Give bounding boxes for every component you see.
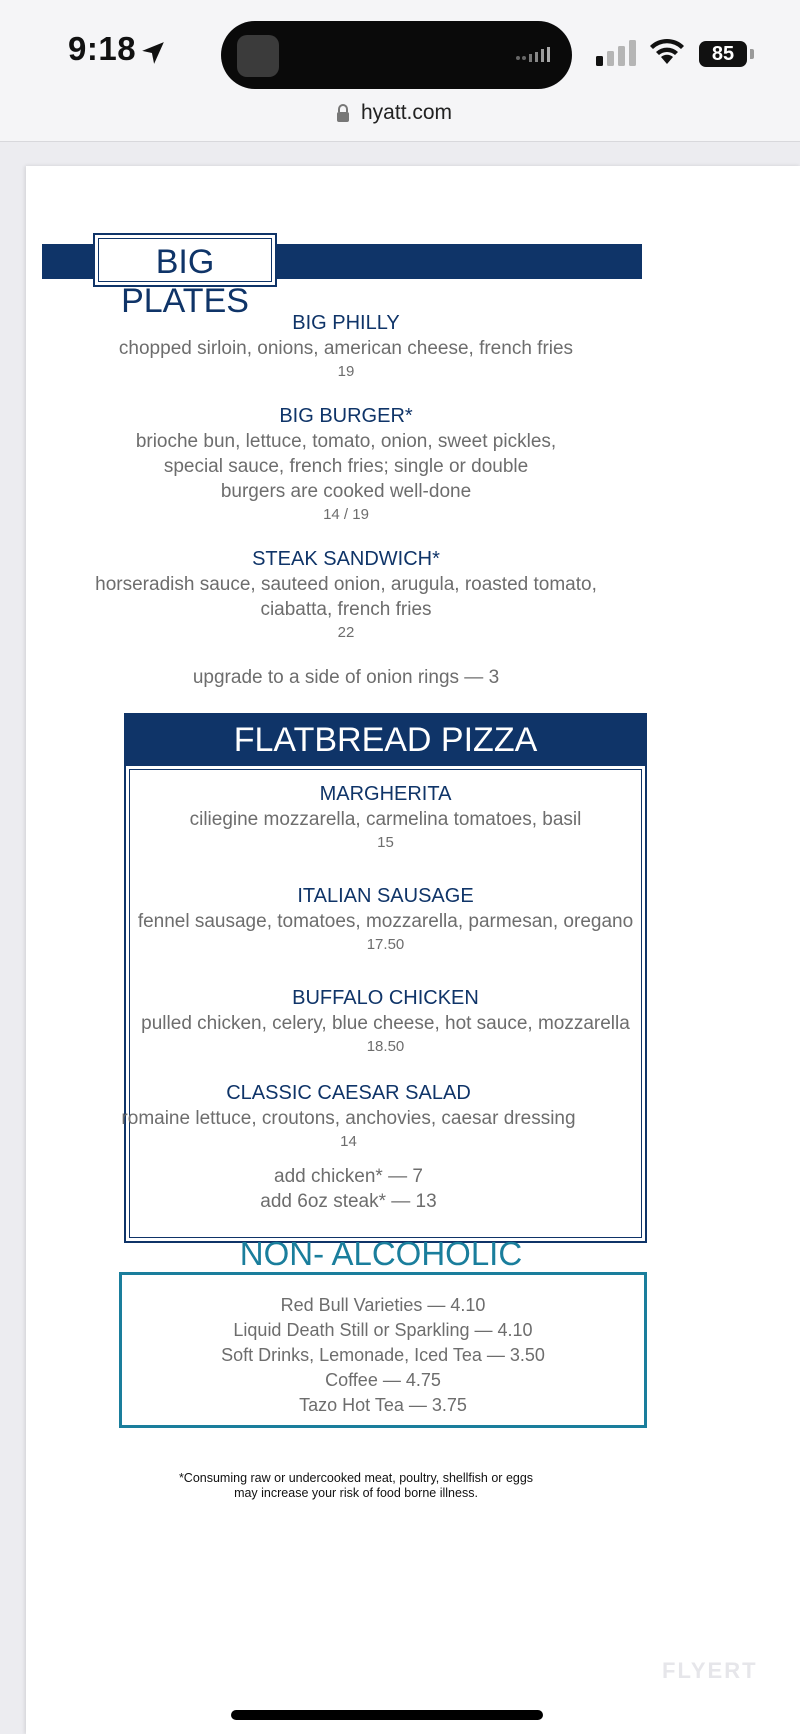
dynamic-island <box>221 21 572 89</box>
item-price: 19 <box>337 363 355 380</box>
item-desc-line: horseradish sauce, sauteed onion, arugula, roasted tomato, <box>95 574 597 595</box>
menu-item-italian-sausage <box>124 885 647 953</box>
big-plates-title-box <box>93 233 277 320</box>
drink-item: Soft Drinks, Lemonade, Iced Tea — 3.50 <box>221 1345 545 1365</box>
battery-level: 85 <box>711 43 735 65</box>
url-bar[interactable] <box>361 101 452 125</box>
drink-item: Liquid Death Still or Sparkling — 4.10 <box>233 1320 533 1340</box>
camera-indicator <box>237 35 279 77</box>
item-desc: fennel sausage, tomatoes, mozzarella, parmesan, oregano <box>137 911 634 932</box>
item-name: ITALIAN SAUSAGE <box>297 885 474 907</box>
item-name: BUFFALO CHICKEN <box>292 987 479 1009</box>
battery-tip <box>750 49 754 59</box>
location-arrow-icon <box>140 40 166 66</box>
item-price: 18.50 <box>366 1038 405 1055</box>
item-price: 15 <box>377 834 394 851</box>
footnote-line: may increase your risk of food borne illness. <box>234 1486 478 1500</box>
drink-item: Tazo Hot Tea — 3.75 <box>299 1395 467 1415</box>
status-bar <box>0 0 800 142</box>
salad-addons <box>86 1164 611 1214</box>
wifi-icon <box>648 36 686 66</box>
item-desc: romaine lettuce, croutons, anchovies, caesar dressing <box>121 1108 576 1129</box>
footnote-line: *Consuming raw or undercooked meat, poultry, shellfish or eggs <box>178 1471 534 1485</box>
item-name: MARGHERITA <box>319 783 452 805</box>
audio-indicator-icon <box>515 46 559 64</box>
non-alcoholic-title: NON- ALCOHOLIC <box>239 1235 523 1272</box>
lock-icon <box>336 104 350 122</box>
status-time: 9:18 <box>68 30 137 67</box>
addon-steak: add 6oz steak* — 13 <box>260 1191 437 1212</box>
item-desc: ciliegine mozzarella, carmelina tomatoes, basil <box>189 809 582 830</box>
menu-page <box>26 166 800 1734</box>
item-desc: chopped sirloin, onions, american cheese, french fries <box>118 338 574 359</box>
item-name: BIG BURGER* <box>279 405 413 427</box>
item-desc-line: burgers are cooked well-done <box>220 481 472 502</box>
menu-item-steak-sandwich <box>56 548 636 641</box>
item-price: 22 <box>337 624 355 641</box>
item-desc-line: brioche bun, lettuce, tomato, onion, sweet pickles, <box>135 431 557 452</box>
cellular-signal-icon <box>596 40 638 66</box>
battery-icon <box>699 41 747 67</box>
addon-chicken: add chicken* — 7 <box>274 1166 423 1187</box>
food-safety-footnote <box>86 1471 626 1501</box>
flatbread-pizza-title: FLATBREAD PIZZA <box>233 721 538 759</box>
item-price: 17.50 <box>366 936 405 953</box>
url-text: hyatt.com <box>361 101 453 124</box>
item-desc-line: special sauce, french fries; single or double <box>163 456 529 477</box>
item-name: BIG PHILLY <box>292 312 400 334</box>
big-plates-title: BIG PLATES <box>121 243 249 320</box>
non-alcoholic-box <box>119 1272 647 1428</box>
flatbread-pizza-banner <box>124 713 647 765</box>
item-price: 14 / 19 <box>323 506 369 523</box>
item-desc-line: ciabatta, french fries <box>260 599 432 620</box>
item-price: 14 <box>340 1133 357 1150</box>
onion-rings-upgrade: upgrade to a side of onion rings — 3 <box>192 667 500 688</box>
item-name: STEAK SANDWICH* <box>252 548 440 570</box>
watermark: FLYERT <box>662 1658 758 1683</box>
menu-item-big-burger <box>86 405 606 523</box>
item-name: CLASSIC CAESAR SALAD <box>226 1082 471 1104</box>
drink-item: Coffee — 4.75 <box>325 1370 441 1390</box>
menu-item-caesar-salad <box>86 1082 611 1150</box>
item-desc: pulled chicken, celery, blue cheese, hot sauce, mozzarella <box>141 1013 630 1034</box>
menu-item-big-philly <box>86 312 606 380</box>
menu-item-buffalo-chicken <box>124 987 647 1055</box>
home-indicator[interactable] <box>231 1710 543 1720</box>
menu-item-margherita <box>124 783 647 851</box>
drinks-list <box>122 1293 644 1418</box>
drink-item: Red Bull Varieties — 4.10 <box>280 1295 486 1315</box>
